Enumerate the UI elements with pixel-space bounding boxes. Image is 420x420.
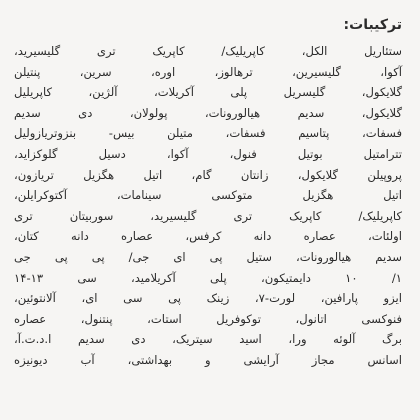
ingredients-line: آکوا، گلیسیرین، ترهالوز، اوره، سرین، پنتیلن	[14, 64, 402, 79]
ingredients-line: گلایکول، سدیم هیالورونات، پولولان، دی سدیم	[14, 105, 402, 120]
ingredients-line: پروپیلن گلایکول، زانتان گام، اتیل هگزیل تریازون،	[14, 167, 402, 182]
ingredients-line: فسفات، پتاسیم فسفات، متیلن بیس- بنزوتریازولیل	[14, 126, 402, 141]
ingredients-line: اتیل هگزیل متوکسی سینامات، آکتوکرایلن،	[14, 188, 402, 203]
ingredients-list	[14, 41, 402, 371]
ingredients-line: کاپریلیک/ کاپریک تری گلیسیرید، سوربیتان تری	[14, 208, 402, 223]
ingredients-line: اسانس مجاز آرایشی و بهداشتی، آب دیونیزه	[14, 352, 402, 367]
ingredients-line: تترامتیل بوتیل فنول، آکوا، دسیل گلوکزاید،	[14, 146, 402, 161]
ingredients-line: برگ آلوئه ورا، اسید سیتریک، دی سدیم ا.د.ت.آ،	[14, 332, 402, 347]
ingredients-line: فنوکسی اتانول، توکوفریل استات، پنتنول، عصاره	[14, 311, 402, 326]
ingredients-title: ترکیبات:	[343, 17, 402, 33]
ingredients-line: ستئاریل الکل، کاپریلیک/ کاپریک تری گلیسیرید،	[14, 44, 402, 58]
ingredients-line: گلایکول، گلیسریل پلی آکریلات، آلژین، کاپریلیل	[14, 85, 402, 100]
ingredients-line: ایزو پارافین، لورت-۷، زینک پی سی ای، آلانتوئین،	[14, 291, 402, 306]
ingredients-line: سدیم هیالورونات، ستیل پی ای جی/ پی پی جی	[14, 249, 402, 264]
ingredients-line: اولئات، عصاره دانه کرفس، عصاره دانه کتان،	[14, 229, 402, 244]
ingredients-line: ۱/ ۱۰ دایمتیکون، پلی آکریلامید، سی ۱۳-۱۴	[14, 270, 402, 285]
